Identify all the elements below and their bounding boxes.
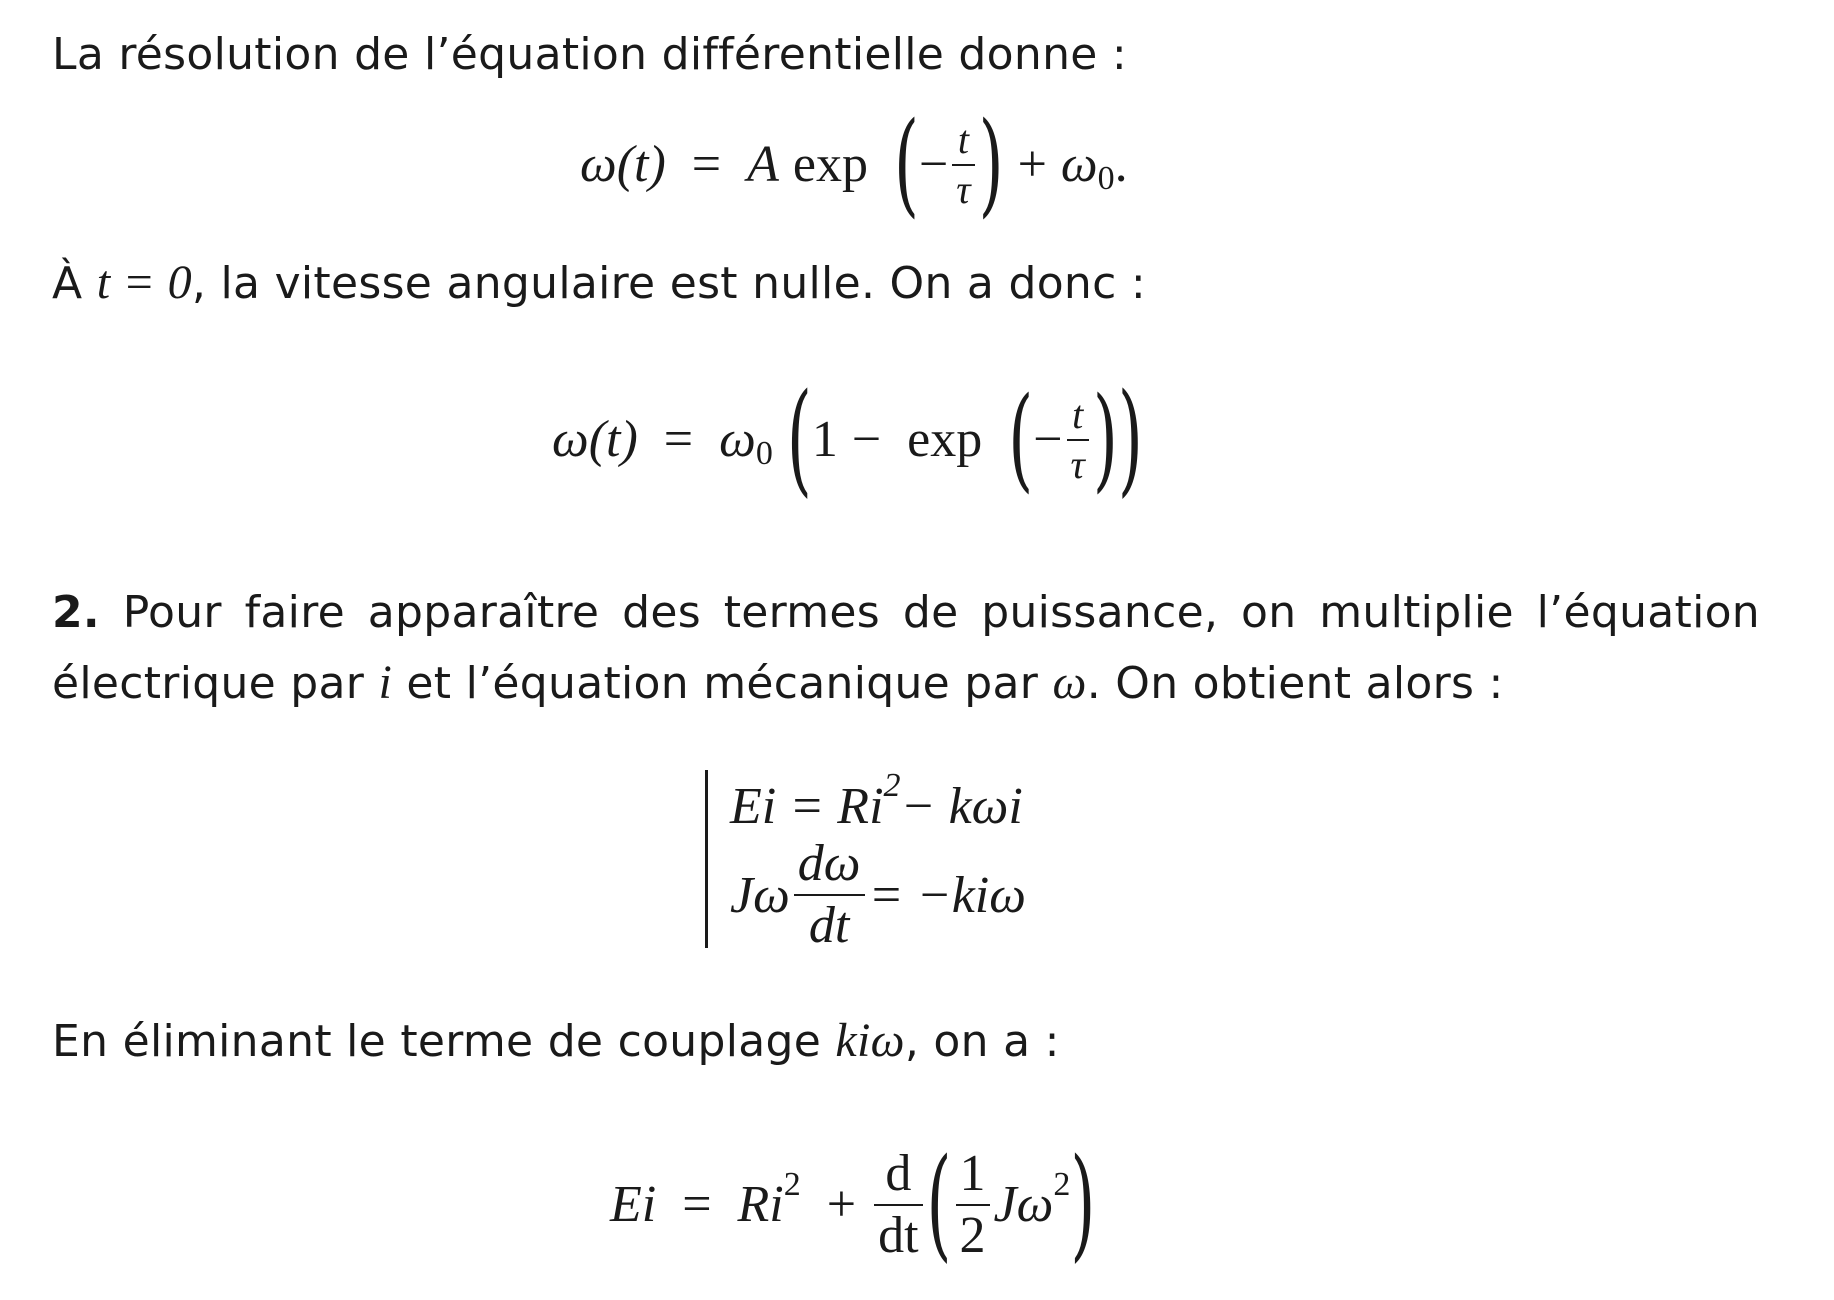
- eq1-frac-num: t: [957, 117, 969, 162]
- p3-math-i: i: [378, 656, 393, 709]
- p4-text-a: En éliminant le terme de couplage: [52, 1016, 836, 1067]
- eq2-fraction: [1067, 392, 1089, 487]
- eq4-J: Jω: [993, 1176, 1054, 1233]
- paragraph-intro: [52, 20, 1127, 90]
- eq2-omega-sub: 0: [755, 435, 773, 472]
- paragraph-question-2-line2: [52, 648, 1504, 719]
- system-line2-a: Jω: [730, 866, 790, 924]
- equation-power-balance: [610, 1130, 1095, 1280]
- paragraph-initial-condition: [52, 248, 1146, 319]
- paragraph-intro-text: La résolution de l’équation différentielle donne :: [52, 29, 1128, 80]
- eq4-right-paren: ): [1070, 1134, 1096, 1276]
- eq2-outer-right-paren: ): [1117, 369, 1143, 511]
- eq1-equals: =: [691, 136, 722, 193]
- p3-line1-text: Pour faire apparaître des termes de puissance, on multiplie l’équation: [99, 587, 1760, 638]
- eq1-end: .: [1114, 136, 1128, 193]
- eq4-R: Ri: [737, 1176, 784, 1233]
- eq4-d-den: dt: [878, 1207, 919, 1264]
- eq1-minus: −: [918, 136, 949, 193]
- system-line1-sup: 2: [883, 767, 901, 804]
- system-line1-a: Ei = Ri: [730, 777, 884, 835]
- p4-math-kiw: kiω: [835, 1014, 905, 1067]
- eq4-d-num: d: [885, 1145, 912, 1202]
- eq1-plus: +: [1017, 136, 1047, 193]
- p2-math-t0: t = 0: [96, 256, 192, 309]
- p4-text-b: , on a :: [904, 1016, 1060, 1067]
- eq2-one: 1: [811, 411, 838, 468]
- system-line2-num: dω: [797, 835, 861, 892]
- eq4-half-num: 1: [959, 1145, 986, 1202]
- eq4-half: [956, 1145, 990, 1264]
- eq1-left-paren: (: [893, 100, 919, 230]
- eq4-derivative: [874, 1145, 922, 1264]
- eq2-lhs: ω(t): [552, 411, 638, 468]
- eq1-fraction: [952, 117, 974, 212]
- system-line-mechanical: [730, 835, 1026, 954]
- eq4-equals: =: [682, 1176, 712, 1233]
- eq1-A: A: [747, 136, 779, 193]
- system-line2-den: dt: [808, 897, 850, 954]
- equation-omega-solution: [580, 100, 1128, 230]
- eq2-minus2: −: [1033, 411, 1063, 468]
- paragraph-elimination: [52, 1006, 1060, 1077]
- eq2-exp: exp: [907, 411, 983, 468]
- eq1-frac-den: τ: [956, 167, 971, 212]
- eq4-left-paren: (: [926, 1134, 952, 1276]
- equation-system: [705, 767, 1026, 954]
- eq1-omega-sub: 0: [1097, 160, 1115, 197]
- question-number: 2.: [52, 587, 100, 638]
- eq4-J-sup: 2: [1053, 1166, 1071, 1203]
- eq2-equals: =: [663, 411, 694, 468]
- eq4-plus: +: [826, 1176, 857, 1233]
- p3-line2-b: et l’équation mécanique par: [392, 658, 1053, 709]
- eq1-lhs: ω(t): [580, 136, 666, 193]
- eq2-frac-den: τ: [1070, 442, 1085, 487]
- eq2-minus: −: [851, 411, 882, 468]
- eq4-lhs: Ei: [610, 1176, 657, 1233]
- p2-text-b: , la vitesse angulaire est nulle. On a donc :: [191, 258, 1147, 309]
- eq4-R-sup: 2: [783, 1166, 801, 1203]
- p3-line2-c: . On obtient alors :: [1086, 658, 1504, 709]
- system-line2-b: = −kiω: [868, 866, 1026, 924]
- eq4-half-den: 2: [959, 1207, 986, 1264]
- system-line2-fraction: [794, 835, 865, 954]
- eq2-omega: ω: [719, 411, 756, 468]
- eq2-inner-right-paren: ): [1092, 375, 1118, 505]
- eq2-outer-left-paren: (: [786, 369, 812, 511]
- eq1-omega: ω: [1060, 136, 1098, 193]
- system-line-electrical: [730, 767, 1026, 842]
- p2-text-a: À: [52, 258, 97, 309]
- eq2-inner-left-paren: (: [1008, 375, 1034, 505]
- equation-omega-final: [552, 370, 1143, 510]
- p3-math-omega: ω: [1052, 656, 1087, 709]
- eq1-right-paren: ): [978, 100, 1004, 230]
- system-line1-b: − kωi: [900, 777, 1023, 835]
- p3-line2-a: électrique par: [52, 658, 379, 709]
- paragraph-question-2-line1: [52, 578, 1760, 648]
- eq2-frac-num: t: [1072, 392, 1084, 437]
- eq1-exp: exp: [792, 136, 868, 193]
